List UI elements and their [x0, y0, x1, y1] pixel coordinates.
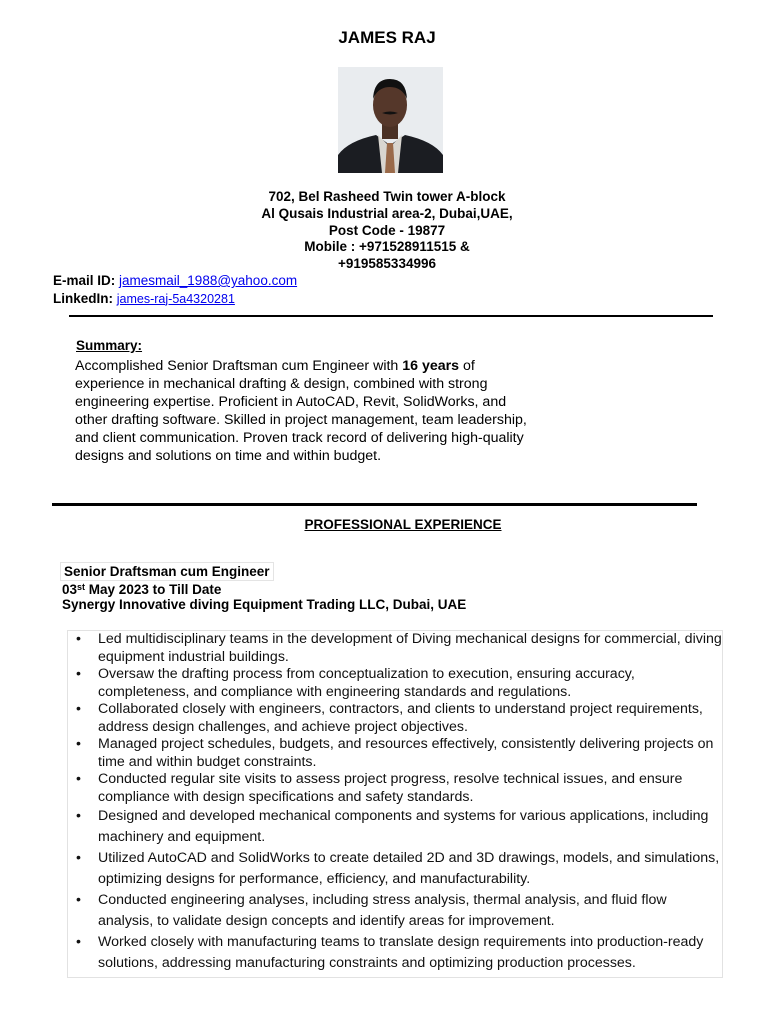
job-date-day: 03	[62, 582, 78, 597]
summary-text	[75, 357, 527, 465]
list-item-text: Oversaw the drafting process from conceptualization to execution, ensuring accuracy, completeness, and compliance with engineering standards and regulations.	[98, 666, 635, 700]
list-item-text: Conducted regular site visits to assess project progress, resolve technical issues, and ensure compliance with design specifications and safety standards.	[98, 771, 683, 805]
list-item: • Led multidisciplinary teams in the development of Diving mechanical designs for commercial, diving equipment industrial buildings.	[76, 631, 722, 665]
job-company: Synergy Innovative diving Equipment Trading LLC, Dubai, UAE	[62, 597, 467, 612]
summary-text-part: Accomplished Senior Draftsman cum Engineer with	[75, 358, 403, 374]
divider-middle	[52, 503, 697, 506]
list-item: • Utilized AutoCAD and SolidWorks to create detailed 2D and 3D drawings, models, and simulations, optimizing designs for performance, efficiency, and manufacturability.	[76, 850, 720, 887]
linkedin-label: LinkedIn:	[53, 290, 113, 306]
mobile-line: Mobile : +971528911515 &	[304, 239, 470, 255]
address-line: Post Code - 19877	[328, 222, 446, 238]
list-item-text: Led multidisciplinary teams in the development of Diving mechanical designs for commercial, diving equipment industrial buildings.	[98, 631, 722, 665]
list-item-text: Collaborated closely with engineers, contractors, and clients to understand project requirements, address design challenges, and achieve project objectives.	[98, 701, 703, 735]
list-item: • Conducted regular site visits to assess project progress, resolve technical issues, and ensure compliance with design specifications and safety standards.	[76, 771, 683, 805]
address-block	[0, 189, 768, 273]
responsibilities-box	[67, 630, 723, 978]
email-row	[53, 272, 297, 290]
list-item-text: Managed project schedules, budgets, and resources effectively, consistently delivering projects on time and within budget constraints.	[98, 736, 714, 770]
linkedin-row	[53, 290, 297, 309]
job-title: Senior Draftsman cum Engineer	[60, 562, 274, 581]
divider-top	[69, 315, 713, 317]
list-item: • Designed and developed mechanical components and systems for various applications, including machinery and equipment.	[76, 808, 709, 845]
email-label: E-mail ID:	[53, 273, 116, 288]
portrait-image	[338, 67, 443, 173]
list-item-text: Utilized AutoCAD and SolidWorks to create detailed 2D and 3D drawings, models, and simulations, optimizing designs for performance, efficiency, and manufacturability.	[98, 850, 720, 887]
address-line: Al Qusais Industrial area-2, Dubai,UAE,	[261, 205, 513, 221]
list-item: • Managed project schedules, budgets, and resources effectively, consistently delivering projects on time and within budget constraints.	[76, 736, 714, 770]
list-item-text: Conducted engineering analyses, including stress analysis, thermal analysis, and fluid flow analysis, to validate design concepts and identify areas for improvement.	[98, 892, 667, 929]
summary-years: 16 years	[402, 358, 460, 374]
responsibilities-list	[68, 631, 722, 974]
list-item-text: Designed and developed mechanical components and systems for various applications, including machinery and equipment.	[98, 808, 709, 845]
list-item: • Conducted engineering analyses, including stress analysis, thermal analysis, and fluid flow analysis, to validate design concepts and identify areas for improvement.	[76, 892, 667, 929]
email-link[interactable]: jamesmail_1988@yahoo.com	[119, 273, 298, 288]
summary-heading: Summary:	[76, 338, 143, 353]
experience-heading: PROFESSIONAL EXPERIENCE	[304, 517, 502, 532]
list-item: • Collaborated closely with engineers, contractors, and clients to understand project requirements, address design challenges, and achieve project objectives.	[76, 701, 703, 735]
summary-text-part: of experience in mechanical drafting & design, combined with strong engineering expertise. Proficient in AutoCAD, Revit, SolidWorks, and other drafting software. Skilled in project management, team leadership, and client communication. Proven track record of delivering high-quality designs and solutions on time and within budget.	[75, 358, 527, 464]
list-item: • Oversaw the drafting process from conceptualization to execution, ensuring accuracy, completeness, and compliance with engineering standards and regulations.	[76, 666, 635, 700]
candidate-name: JAMES RAJ	[338, 28, 436, 47]
job-date-rest: May 2023 to Till Date	[85, 582, 222, 597]
list-item-text: Worked closely with manufacturing teams to translate design requirements into production-ready solutions, addressing manufacturing constraints and optimizing production processes.	[98, 934, 704, 971]
job-date-suffix: st	[77, 582, 86, 592]
profile-photo	[338, 67, 443, 173]
linkedin-link[interactable]: james-raj-5a4320281	[116, 291, 235, 306]
address-line: 702, Bel Rasheed Twin tower A-block	[268, 189, 506, 204]
contact-block	[53, 272, 297, 308]
mobile-line: +919585334996	[338, 256, 436, 272]
list-item: • Worked closely with manufacturing teams to translate design requirements into production-ready solutions, addressing manufacturing constraints and optimizing production processes.	[76, 934, 704, 971]
